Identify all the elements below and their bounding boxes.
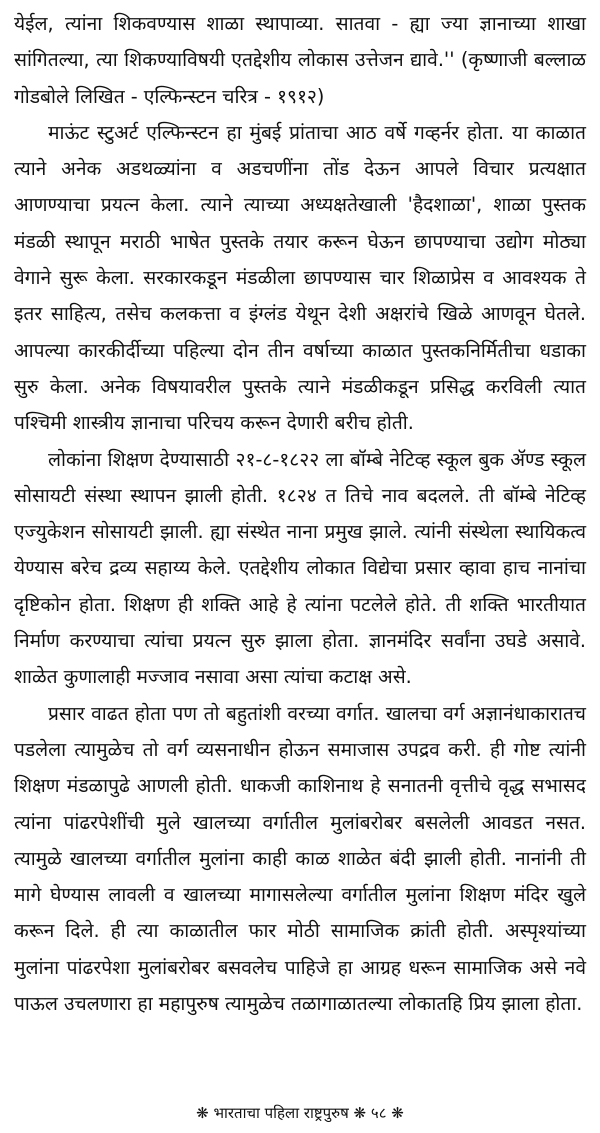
paragraph-social-reform: प्रसार वाढत होता पण तो बहुतांशी वरच्या वर्गात. खालचा वर्ग अज्ञानंधाकारातच पडलेला त्यामुळेच तो वर्ग व्यसनाधीन होऊन समाजास उपद्रव करी. ही गोष्ट त्यांनी शिक्षण मंडळापुढे आणली होती. धाकजी काशिनाथ हे सनातनी वृत्तीचे वृद्ध सभासद त्यांना पांढरपेशींची मुले खालच्या वर्गातील मुलांबरोबर बसलेली आवडत नसत. त्यामुळे खालच्या वर्गातील मुलांना काही काळ शाळेत बंदी झाली होती. नानांनी ती मागे घेण्यास लावली व खालच्या मागासलेल्या वर्गातील मुलांना शिक्षण मंदिर खुले करून दिले. ही त्या काळातील फार मोठी सामाजिक क्रांती होती. अस्पृश्यांच्या मुलांना पांढरपेशा मुलांबरोबर बसवलेच पाहिजे हा आग्रह धरून सामाजिक असे नवे पाऊल उचलणारा हा महापुरुष त्यामुळेच तळागाळातल्या लोकातहि प्रिय झाला होता. [14,701,586,1016]
paragraph-continued-quote: येईल, त्यांना शिकवण्यास शाळा स्थापाव्या. सातवा - ह्या ज्या ज्ञानाच्या शाखा सांगितल्या, त्या शिकण्याविषयी एतद्देशीय लोकास उत्तेजन द्यावे.'' (कृष्णाजी बल्लाळ गोडबोले लिखित - एल्फिन्स्टन चरित्र - १९१२) [14,12,586,108]
page-footer: ❋ भारताचा पहिला राष्ट्रपुरुष ❋ ५८ ❋ [196,1104,404,1122]
paragraph-elphinstone: माऊंट स्टुअर्ट एल्फिन्स्टन हा मुंबई प्रांताचा आठ वर्षे गव्हर्नर होता. या काळात त्याने अनेक अडथळ्यांना व अडचणींना तोंड देऊन आपले विचार प्रत्यक्षात आणण्याचा प्रयत्न केला. त्याने त्याच्या अध्यक्षतेखाली 'हैदशाळा', शाळा पुस्तक मंडळी स्थापून मराठी भाषेत पुस्तके तयार करून घेऊन छापण्याचा उद्योग मोठ्या वेगाने सुरू केला. सरकारकडून मंडळीला छापण्यास चार शिळाप्रेस व आवश्यक ते इतर साहित्य, तसेच कलकत्ता व इंग्लंड येथून देशी अक्षरांचे खिळे आणवून घेतले. आपल्या कारकीर्दीच्या पहिल्या दोन तीन वर्षाच्या काळात पुस्तकनिर्मितीचा धडाका सुरु केला. अनेक विषयावरील पुस्तके त्याने मंडळीकडून प्रसिद्ध करविली त्यात पश्चिमी शास्त्रीय ज्ञानाचा परिचय करून देणारी बरीच होती. [14,120,586,435]
paragraph-native-school-society: लोकांना शिक्षण देण्यासाठी २१-८-१८२२ ला बॉम्बे नेटिव्ह स्कूल बुक ॲण्ड स्कूल सोसायटी संस्था स्थापन झाली होती. १८२४ त तिचे नाव बदलले. ती बॉम्बे नेटिव्ह एज्युकेशन सोसायटी झाली. ह्या संस्थेत नाना प्रमुख झाले. त्यांनी संस्थेला स्थायिकत्व येण्यास बरेच द्रव्य सहाय्य केले. एतद्देशीय लोकात विद्येचा प्रसार व्हावा हाच नानांचा दृष्टिकोन होता. शिक्षण ही शक्ति आहे हे त्यांना पटलेले होते. ती शक्ति भारतीयात निर्माण करण्याचा त्यांचा प्रयत्न सुरु झाला होता. ज्ञानमंदिर सर्वांना उघडे असावे. शाळेत कुणालाही मज्जाव नसावा असा त्यांचा कटाक्ष असे. [14,447,586,689]
